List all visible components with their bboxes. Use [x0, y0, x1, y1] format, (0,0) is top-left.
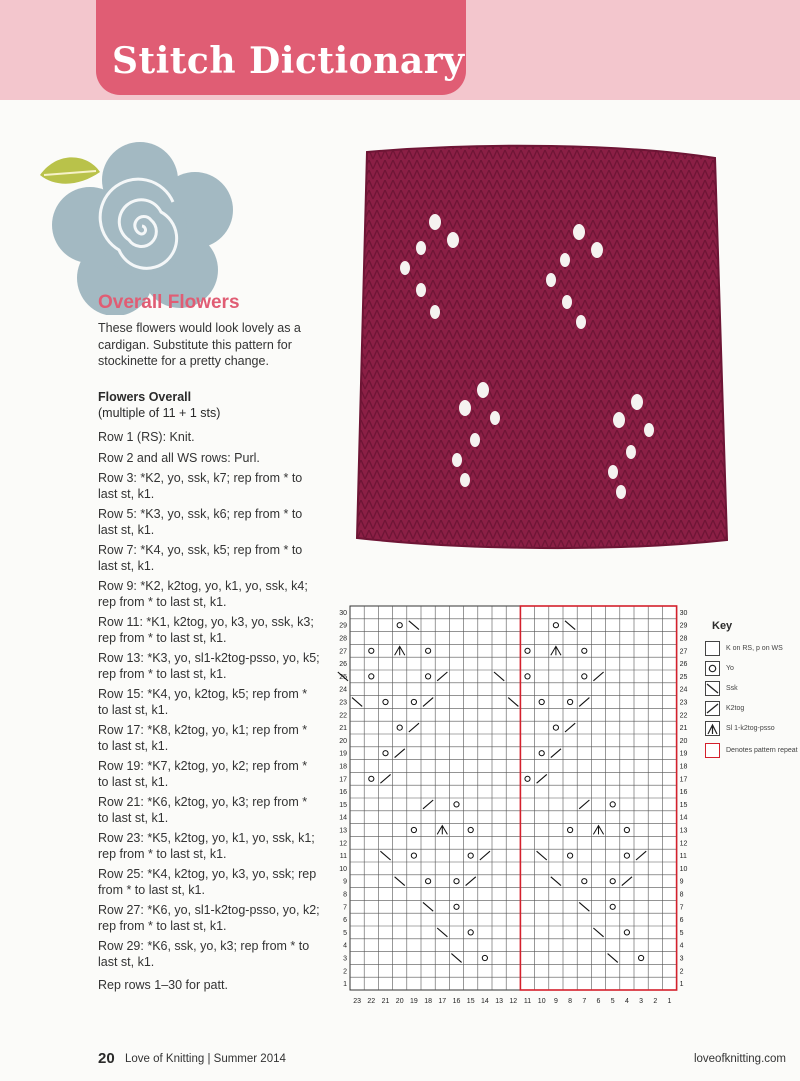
k2tog-icon: [705, 701, 720, 716]
stitch-number: 6: [596, 998, 601, 1005]
row-number-left: 16: [339, 789, 347, 797]
row-number-right: 13: [679, 827, 688, 835]
row-number-right: 8: [679, 891, 684, 899]
stitch-number: 22: [367, 998, 376, 1005]
row-number-right: 26: [679, 661, 688, 669]
row-number-left: 8: [343, 891, 347, 899]
stitch-number: 2: [653, 998, 658, 1005]
stitch-number: 9: [553, 998, 558, 1005]
stitch-number: 12: [509, 998, 518, 1005]
row-number-left: 30: [339, 609, 347, 617]
key-label: Denotes pattern repeat: [726, 747, 798, 754]
row-number-right: 5: [679, 929, 684, 937]
row-number-left: 6: [343, 917, 347, 925]
stitch-title: Overall Flowers: [98, 292, 240, 313]
row-number-right: 30: [679, 609, 688, 617]
row-number-left: 21: [339, 725, 347, 733]
stitch-number: 5: [610, 998, 615, 1005]
key-item: [705, 641, 783, 656]
row-number-right: 1: [679, 981, 684, 989]
pattern-rows: [98, 430, 320, 975]
row-number-right: 14: [679, 814, 688, 822]
row-number-left: 11: [339, 853, 347, 861]
row-number-left: 12: [339, 840, 347, 848]
key-label: K on RS, p on WS: [726, 645, 783, 652]
row-number-right: 27: [679, 648, 688, 656]
stitch-number: 23: [353, 998, 361, 1005]
row-number-right: 28: [679, 635, 688, 643]
key-item: [705, 743, 798, 758]
page-number: 20: [98, 1050, 115, 1067]
stitch-number: 8: [568, 998, 573, 1005]
pattern-row: Row 29: *K6, ssk, yo, k3; rep from * to last st, k1.: [98, 939, 310, 969]
row-number-right: 20: [679, 737, 688, 745]
row-number-left: 7: [343, 904, 347, 912]
key-item: [705, 681, 738, 696]
row-number-right: 19: [679, 750, 688, 758]
row-number-left: 18: [339, 763, 347, 771]
yo-icon: [705, 661, 720, 676]
row-number-left: 27: [339, 648, 347, 656]
row-number-left: 28: [339, 635, 347, 643]
stitch-chart: [334, 596, 694, 1016]
website-url: loveofknitting.com: [693, 1053, 786, 1065]
flower-motif-icon: [30, 140, 250, 315]
pattern-row: Row 9: *K2, k2tog, yo, k1, yo, ssk, k4; rep from * to last st, k1.: [98, 579, 308, 609]
pattern-row: Row 23: *K5, k2tog, yo, k1, yo, ssk, k1; rep from * to last st, k1.: [98, 831, 315, 861]
pattern-row: Row 27: *K6, yo, sl1-k2tog-psso, yo, k2; rep from * to last st, k1.: [98, 903, 320, 933]
sk2p-icon: [705, 721, 720, 736]
pattern-row: Row 13: *K3, yo, sl1-k2tog-psso, yo, k5; rep from * to last st, k1.: [98, 651, 320, 681]
key-title: Key: [712, 620, 733, 632]
row-number-left: 24: [339, 686, 347, 694]
ssk-icon: [705, 681, 720, 696]
row-number-left: 17: [339, 776, 347, 784]
row-number-left: 22: [339, 712, 347, 720]
stitch-number: 15: [466, 998, 475, 1005]
pattern-row: Row 7: *K4, yo, ssk, k5; rep from * to last st, k1.: [98, 543, 303, 573]
row-number-left: 19: [339, 750, 347, 758]
pattern-row: Row 21: *K6, k2tog, yo, k3; rep from * to last st, k1.: [98, 795, 308, 825]
row-number-left: 26: [339, 661, 347, 669]
row-number-left: 25: [339, 673, 347, 681]
row-number-left: 23: [339, 699, 347, 707]
stitch-number: 17: [438, 998, 447, 1005]
page-title: Stitch Dictionary: [112, 40, 465, 82]
stitch-number: 4: [624, 998, 629, 1005]
row-number-right: 7: [679, 904, 684, 912]
pattern-row: Row 19: *K7, k2tog, yo, k2; rep from * to last st, k1.: [98, 759, 308, 789]
row-number-right: 10: [679, 865, 688, 873]
row-number-left: 9: [343, 878, 347, 886]
row-number-left: 20: [339, 737, 347, 745]
pattern-row: Row 1 (RS): Knit.: [98, 430, 195, 444]
row-number-right: 4: [679, 942, 684, 950]
row-number-right: 11: [679, 853, 687, 861]
pattern-row: Row 25: *K4, k2tog, yo, k3, yo, ssk; rep from * to last st, k1.: [98, 867, 317, 897]
knitted-swatch-photo: [345, 140, 750, 560]
stitch-number: 20: [395, 998, 404, 1005]
stitch-number: 21: [381, 998, 390, 1005]
pattern-row: Row 5: *K3, yo, ssk, k6; rep from * to last st, k1.: [98, 507, 303, 537]
row-number-right: 2: [679, 968, 684, 976]
row-number-left: 15: [339, 801, 347, 809]
stitch-number: 10: [537, 998, 546, 1005]
stitch-number: 14: [481, 998, 489, 1005]
key-item: [705, 721, 775, 736]
row-number-right: 29: [679, 622, 688, 630]
row-number-right: 17: [679, 776, 688, 784]
row-number-left: 13: [339, 827, 347, 835]
row-number-left: 14: [339, 814, 347, 822]
stitch-number: 3: [639, 998, 644, 1005]
stitch-number: 13: [495, 998, 503, 1005]
row-number-left: 10: [339, 865, 347, 873]
row-number-left: 1: [343, 981, 347, 989]
key-label: Ssk: [726, 685, 738, 692]
row-number-right: 23: [679, 699, 688, 707]
stitch-number: 7: [582, 998, 587, 1005]
row-number-right: 24: [679, 686, 688, 694]
stitch-number: 16: [452, 998, 461, 1005]
row-number-right: 3: [679, 955, 684, 963]
key-item: [705, 701, 744, 716]
stitch-number: 19: [410, 998, 418, 1005]
row-number-right: 6: [679, 917, 684, 925]
row-number-right: 25: [679, 673, 688, 681]
pattern-multiple: (multiple of 11 + 1 sts): [98, 406, 221, 420]
row-number-right: 22: [679, 712, 688, 720]
row-number-right: 18: [679, 763, 688, 771]
magazine-name: Love of Knitting | Summer 2014: [125, 1053, 286, 1065]
row-number-right: 15: [679, 801, 688, 809]
key-label: Yo: [726, 665, 734, 672]
pattern-row: Row 3: *K2, yo, ssk, k7; rep from * to last st, k1.: [98, 471, 303, 501]
stitch-number: 18: [424, 998, 432, 1005]
key-label: K2tog: [726, 705, 745, 712]
pattern-row: Row 15: *K4, yo, k2tog, k5; rep from * to last st, k1.: [98, 687, 308, 717]
pattern-row: Row 2 and all WS rows: Purl.: [98, 450, 260, 465]
stitch-number: 1: [667, 998, 672, 1005]
repeat-note: Rep rows 1–30 for patt.: [98, 978, 228, 992]
row-number-left: 29: [339, 622, 347, 630]
row-number-right: 16: [679, 789, 688, 797]
key-item: [705, 661, 734, 676]
repeat-box-icon: [705, 743, 720, 758]
pattern-heading: Flowers Overall: [98, 390, 192, 404]
row-number-left: 3: [343, 955, 347, 963]
knit-blank-icon: [705, 641, 720, 656]
row-number-left: 4: [343, 942, 347, 950]
pattern-row: Row 17: *K8, k2tog, yo, k1; rep from * to last st, k1.: [98, 723, 308, 753]
pattern-row: Row 11: *K1, k2tog, yo, k3, yo, ssk, k3; rep from * to last st, k1.: [98, 615, 314, 645]
row-number-left: 2: [343, 968, 347, 976]
row-number-left: 5: [343, 929, 347, 937]
stitch-intro: These flowers would look lovely as a cardigan. Substitute this pattern for stockinette for a pretty change.: [98, 321, 301, 368]
key-label: Sl 1-k2tog-psso: [726, 725, 775, 732]
row-number-right: 12: [679, 840, 688, 848]
row-number-right: 9: [679, 878, 684, 886]
row-number-right: 21: [679, 725, 688, 733]
stitch-number: 11: [523, 998, 532, 1005]
